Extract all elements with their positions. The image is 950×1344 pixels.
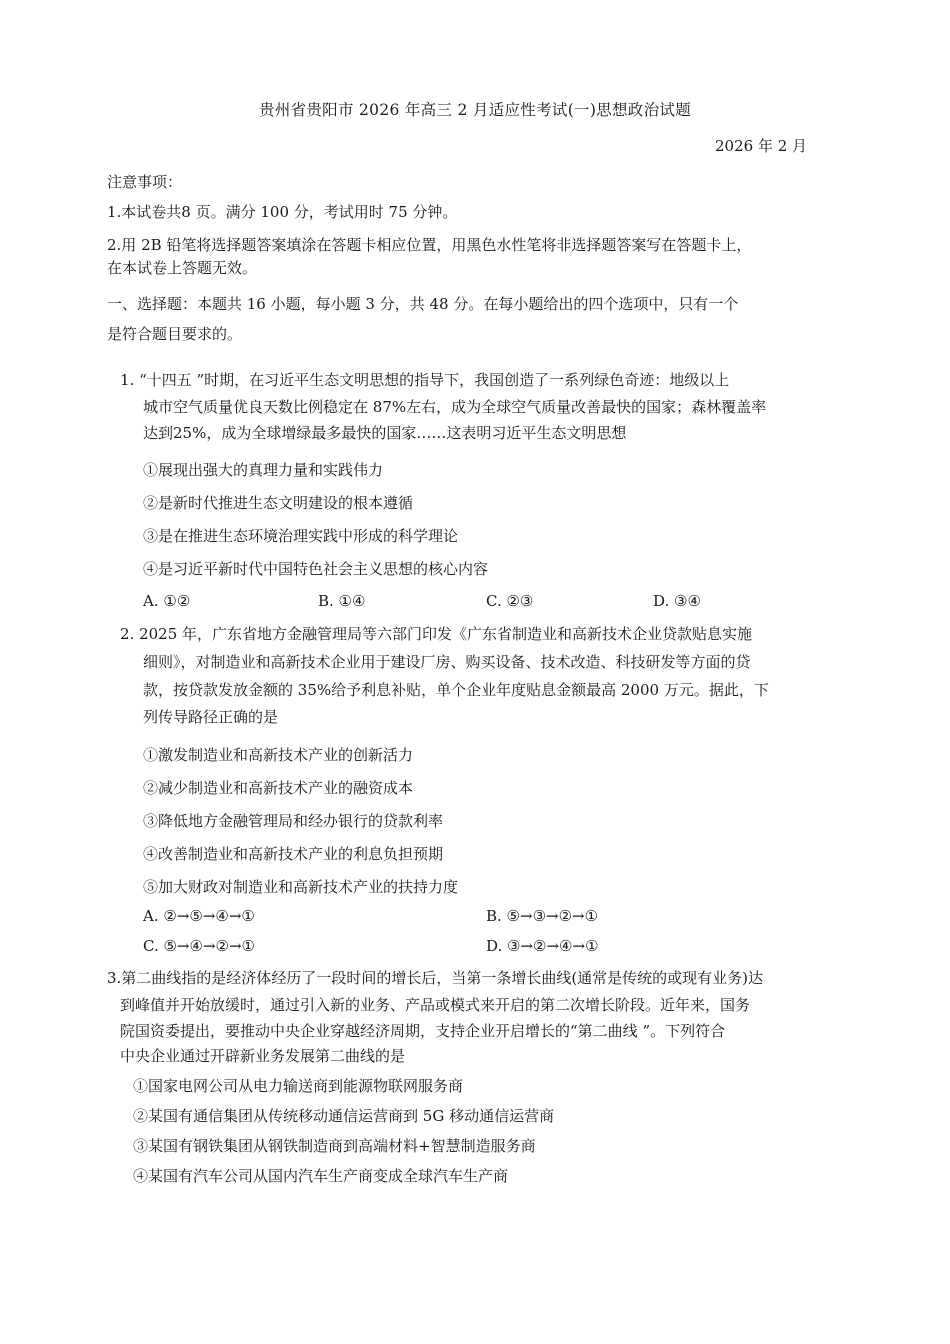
q2-stem-line-1: 2. 2025 年，广东省地方金融管理局等六部门印发《广东省制造业和高新技术企业贷款贴息实施: [120, 625, 753, 643]
q2-statement-5: ⑤加大财政对制造业和高新技术产业的扶持力度: [143, 878, 459, 896]
q2-statement-1: ①激发制造业和高新技术产业的创新活力: [143, 746, 414, 764]
q1-stem-line-1: 1. “十四五 ”时期，在习近平生态文明思想的指导下，我国创造了一系列绿色奇迹：地级以上: [120, 371, 730, 389]
q3-statement-2: ②某国有通信集团从传统移动通信运营商到 5G 移动通信运营商: [133, 1107, 555, 1125]
q1-statement-4: ④是习近平新时代中国特色社会主义思想的核心内容: [143, 560, 489, 578]
q1-option-d: D. ③④: [653, 592, 701, 610]
q3-statement-3: ③某国有钢铁集团从钢铁制造商到高端材料+智慧制造服务商: [133, 1137, 536, 1155]
q2-option-c: C. ⑤→④→②→①: [143, 937, 255, 955]
notice-item-1: 1.本试卷共8 页。满分 100 分，考试用时 75 分钟。: [107, 203, 458, 221]
exam-title: 贵州省贵阳市 2026 年高三 2 月适应性考试(一)思想政治试题: [258, 101, 691, 119]
q3-statement-1: ①国家电网公司从电力输送商到能源物联网服务商: [133, 1077, 464, 1095]
q1-statement-1: ①展现出强大的真理力量和实践伟力: [143, 461, 384, 479]
q2-stem-line-4: 列传导路径正确的是: [143, 708, 279, 726]
q2-stem-line-3: 款，按贷款发放金额的 35%给予利息补贴，单个企业年度贴息金额最高 2000 万元。据此，下: [143, 681, 769, 699]
q1-option-a: A. ①②: [143, 592, 191, 610]
q1-stem-line-2: 城市空气质量优良天数比例稳定在 87%左右，成为全球空气质量改善最快的国家；森林覆盖率: [143, 398, 767, 416]
notice-heading: 注意事项：: [107, 173, 183, 191]
q2-statement-4: ④改善制造业和高新技术产业的利息负担预期: [143, 845, 444, 863]
q3-statement-4: ④某国有汽车公司从国内汽车生产商变成全球汽车生产商: [133, 1167, 509, 1185]
q2-stem-line-2: 细则》，对制造业和高新技术企业用于建设厂房、购买设备、技术改造、科技研发等方面的贷: [143, 653, 751, 671]
section-1-instruction-line-1: 一、选择题：本题共 16 小题，每小题 3 分，共 48 分。在每小题给出的四个选项中，只有一个: [107, 295, 739, 313]
q1-statement-3: ③是在推进生态环境治理实践中形成的科学理论: [143, 527, 459, 545]
notice-item-2-line-2: 在本试卷上答题无效。: [107, 259, 258, 277]
q2-option-b: B. ⑤→③→②→①: [486, 907, 599, 925]
q2-statement-3: ③降低地方金融管理局和经办银行的贷款利率: [143, 812, 444, 830]
section-1-instruction-line-2: 是符合题目要求的。: [107, 325, 243, 343]
q1-option-c: C. ②③: [486, 592, 534, 610]
q2-statement-2: ②减少制造业和高新技术产业的融资成本: [143, 779, 414, 797]
q2-option-d: D. ③→②→④→①: [486, 937, 599, 955]
q1-stem-line-3: 达到25%，成为全球增绿最多最快的国家……这表明习近平生态文明思想: [143, 424, 627, 442]
q1-statement-2: ②是新时代推进生态文明建设的根本遵循: [143, 494, 414, 512]
q1-option-b: B. ①④: [318, 592, 366, 610]
q2-option-a: A. ②→⑤→④→①: [143, 907, 255, 925]
notice-item-2-line-1: 2.用 2B 铅笔将选择题答案填涂在答题卡相应位置，用黑色水性笔将非选择题答案写在答题卡上，: [107, 236, 752, 254]
exam-date: 2026 年 2 月: [715, 137, 808, 155]
q3-stem-line-2: 到峰值并开始放缓时，通过引入新的业务、产品或模式来开启的第二次增长阶段。近年来，国务: [120, 996, 751, 1014]
q3-stem-line-1: 3.第二曲线指的是经济体经历了一段时间的增长后，当第一条增长曲线(通常是传统的或现有业务)达: [107, 969, 764, 987]
q3-stem-line-4: 中央企业通过开辟新业务发展第二曲线的是: [120, 1047, 406, 1065]
q3-stem-line-3: 院国资委提出，要推动中央企业穿越经济周期，支持企业开启增长的“第二曲线 ”。下列符合: [120, 1022, 726, 1040]
